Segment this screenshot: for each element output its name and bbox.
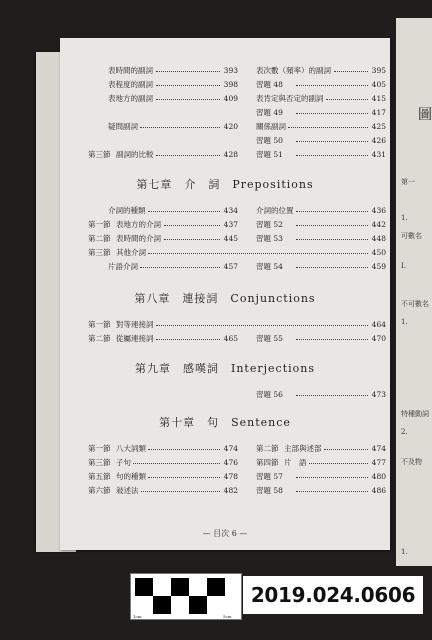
right-page-heading: 圖 (418, 107, 432, 123)
toc-page-number: 470 (371, 334, 386, 343)
toc-entry (256, 122, 386, 131)
toc-page-number: 465 (223, 334, 238, 343)
dot-leader (296, 211, 368, 212)
toc-page-number: 395 (371, 66, 386, 75)
right-page-text: 1. (401, 548, 408, 556)
accession-number-label: 2019.024.0606 (243, 576, 423, 614)
scale-square (207, 596, 225, 614)
toc-page-number: 393 (223, 66, 238, 75)
toc-entry-title: 介詞的種類 (108, 206, 146, 215)
toc-page-number: 425 (371, 122, 386, 131)
toc-entry-title: 習題 57 (256, 472, 283, 481)
toc-entry (256, 150, 386, 159)
dot-leader (156, 325, 368, 326)
toc-entry (256, 66, 386, 75)
toc-page-number: 445 (223, 234, 238, 243)
toc-entry-title: 關係副詞 (256, 122, 286, 131)
toc-entry-title: 表程度的副詞 (108, 80, 153, 89)
toc-entry-title: 從屬連接詞 (116, 334, 154, 343)
dot-leader (156, 71, 220, 72)
dot-leader (148, 211, 220, 212)
right-page-text: 1. (401, 318, 408, 326)
right-page-text: 特種動詞 (401, 410, 429, 418)
toc-entry (256, 94, 386, 103)
toc-page-number: 428 (223, 150, 238, 159)
dot-leader (296, 85, 368, 86)
toc-page-number: 398 (223, 80, 238, 89)
toc-entry-title: 介詞的位置 (256, 206, 294, 215)
toc-page-number: 477 (371, 458, 386, 467)
scale-square (153, 596, 171, 614)
dot-leader (296, 113, 368, 114)
toc-entry (88, 122, 238, 131)
toc-page-number: 464 (371, 320, 386, 329)
right-page-text: 2. (401, 428, 408, 436)
toc-entry (88, 206, 238, 215)
right-page-text: 第一 (401, 178, 415, 186)
toc-page-number: 473 (371, 390, 386, 399)
toc-section-number: 第三節 (88, 458, 111, 467)
toc-page-number: 442 (371, 220, 386, 229)
chapter-heading: 第十章 句 Sentence (159, 416, 291, 429)
scale-square (153, 578, 171, 596)
right-page-text: 不可數名 (401, 300, 429, 308)
right-page-text: I. (401, 262, 406, 270)
dot-leader (164, 239, 220, 240)
toc-entry (88, 262, 238, 271)
toc-page-number: 476 (223, 458, 238, 467)
toc-entry (88, 94, 238, 103)
toc-page-number: 448 (371, 234, 386, 243)
toc-entry-title: 習題 48 (256, 80, 283, 89)
scale-square (135, 578, 153, 596)
toc-page-number: 474 (223, 444, 238, 453)
dot-leader (148, 477, 220, 478)
scale-square (171, 596, 189, 614)
toc-entry (256, 220, 386, 229)
toc-entry-title: 表時間的副詞 (108, 66, 153, 75)
toc-entry-title: 習題 52 (256, 220, 283, 229)
toc-section-number: 第六節 (88, 486, 111, 495)
toc-entry-title: 習題 58 (256, 486, 283, 495)
toc-entry (88, 458, 238, 467)
dot-leader (140, 127, 220, 128)
right-page-text: 1. (401, 214, 408, 222)
dot-leader (324, 449, 368, 450)
toc-page-number: 486 (371, 486, 386, 495)
toc-entry-title: 習題 49 (256, 108, 283, 117)
dot-leader (296, 239, 368, 240)
dot-leader (296, 267, 368, 268)
toc-entry-title: 表地方的介詞 (116, 220, 161, 229)
toc-entry (256, 206, 386, 215)
toc-entry-title: 子句 (116, 458, 131, 467)
toc-entry (88, 486, 238, 495)
toc-entry-title: 其他介詞 (116, 248, 146, 257)
toc-entry (256, 80, 386, 89)
toc-section-number: 第五節 (88, 472, 111, 481)
toc-page-number: 437 (223, 220, 238, 229)
dot-leader (309, 463, 368, 464)
toc-page-number: 457 (223, 262, 238, 271)
dot-leader (141, 491, 220, 492)
toc-entry (88, 220, 238, 229)
dot-leader (148, 449, 220, 450)
dot-leader (288, 127, 368, 128)
toc-entry (88, 334, 238, 343)
toc-entry-title: 表時間的介詞 (116, 234, 161, 243)
dot-leader (156, 339, 220, 340)
scale-square (171, 578, 189, 596)
toc-entry (88, 248, 386, 257)
toc-page-number: 405 (371, 80, 386, 89)
toc-entry (88, 150, 238, 159)
toc-entry (88, 234, 238, 243)
dot-leader (326, 99, 368, 100)
page-footer: — 目次 6 — (202, 529, 248, 538)
right-page-text: 可數名 (401, 232, 422, 240)
toc-page-number: 415 (371, 94, 386, 103)
toc-entry-title: 習題 55 (256, 334, 283, 343)
toc-entry-title: 主部與述部 (284, 444, 322, 453)
toc-entry-title: 表地方的副詞 (108, 94, 153, 103)
color-scale-card (130, 573, 242, 620)
toc-entry (256, 390, 386, 399)
toc-page-number: 434 (223, 206, 238, 215)
dot-leader (296, 477, 368, 478)
toc-page-number: 431 (371, 150, 386, 159)
scale-label-right: 5cm (223, 614, 232, 619)
toc-section-number: 第二節 (88, 234, 111, 243)
scale-square (207, 578, 225, 596)
toc-page-number: 478 (223, 472, 238, 481)
toc-entry-title: 習題 54 (256, 262, 283, 271)
toc-page-number: 480 (371, 472, 386, 481)
toc-entry (88, 472, 238, 481)
toc-entry (256, 486, 386, 495)
scale-label-left: 1cm (133, 614, 142, 619)
dot-leader (148, 253, 368, 254)
toc-entry-title: 句的種類 (116, 472, 146, 481)
toc-entry (256, 334, 386, 343)
toc-entry (256, 444, 386, 453)
toc-page-number: 420 (223, 122, 238, 131)
dot-leader (133, 463, 220, 464)
toc-section-number: 第一節 (88, 220, 111, 229)
dot-leader (296, 225, 368, 226)
toc-section-number: 第二節 (88, 334, 111, 343)
toc-section-number: 第二節 (256, 444, 279, 453)
dot-leader (156, 99, 220, 100)
toc-entry-title: 八大詞類 (116, 444, 146, 453)
toc-entry-title: 片 語 (284, 458, 307, 467)
toc-entry (256, 108, 386, 117)
scale-square (135, 596, 153, 614)
toc-entry-title: 習題 51 (256, 150, 283, 159)
dot-leader (296, 395, 368, 396)
scale-square (189, 596, 207, 614)
toc-entry (256, 136, 386, 145)
scale-square (189, 578, 207, 596)
toc-entry-title: 習題 53 (256, 234, 283, 243)
toc-page-number: 417 (371, 108, 386, 117)
toc-entry (88, 320, 386, 329)
toc-entry-title: 副詞的比較 (116, 150, 154, 159)
toc-entry (256, 472, 386, 481)
dot-leader (296, 141, 368, 142)
toc-page-number: 409 (223, 94, 238, 103)
toc-page-number: 482 (223, 486, 238, 495)
toc-page-number: 426 (371, 136, 386, 145)
dot-leader (296, 155, 368, 156)
chapter-heading: 第九章 感嘆詞 Interjections (135, 362, 315, 375)
toc-entry-title: 片語介詞 (108, 262, 138, 271)
toc-section-number: 第三節 (88, 248, 111, 257)
dot-leader (164, 225, 220, 226)
toc-entry (256, 234, 386, 243)
toc-entry (88, 444, 238, 453)
toc-page-number: 436 (371, 206, 386, 215)
toc-entry-title: 表次數（頻率）的副詞 (256, 66, 331, 75)
toc-entry-title: 表肯定與否定的副詞 (256, 94, 324, 103)
toc-entry (256, 458, 386, 467)
dot-leader (156, 85, 220, 86)
toc-entry (88, 66, 238, 75)
toc-section-number: 第一節 (88, 320, 111, 329)
toc-entry (88, 80, 238, 89)
dot-leader (156, 155, 220, 156)
chapter-heading: 第七章 介 詞 Prepositions (136, 178, 314, 191)
toc-entry-title: 敍述法 (116, 486, 139, 495)
toc-section-number: 第四節 (256, 458, 279, 467)
toc-entry-title: 對等連接詞 (116, 320, 154, 329)
dot-leader (296, 339, 368, 340)
toc-entry-title: 疑問副詞 (108, 122, 138, 131)
toc-page-number: 459 (371, 262, 386, 271)
right-page-edge (396, 18, 432, 566)
toc-entry-title: 習題 50 (256, 136, 283, 145)
toc-section-number: 第三節 (88, 150, 111, 159)
toc-page-number: 474 (371, 444, 386, 453)
dot-leader (296, 491, 368, 492)
toc-section-number: 第一節 (88, 444, 111, 453)
dot-leader (334, 71, 368, 72)
toc-page-number: 450 (371, 248, 386, 257)
dot-leader (140, 267, 220, 268)
chapter-heading: 第八章 連接詞 Conjunctions (134, 292, 316, 305)
toc-entry-title: 習題 56 (256, 390, 283, 399)
toc-entry (256, 262, 386, 271)
right-page-text: 不及物 (401, 458, 422, 466)
